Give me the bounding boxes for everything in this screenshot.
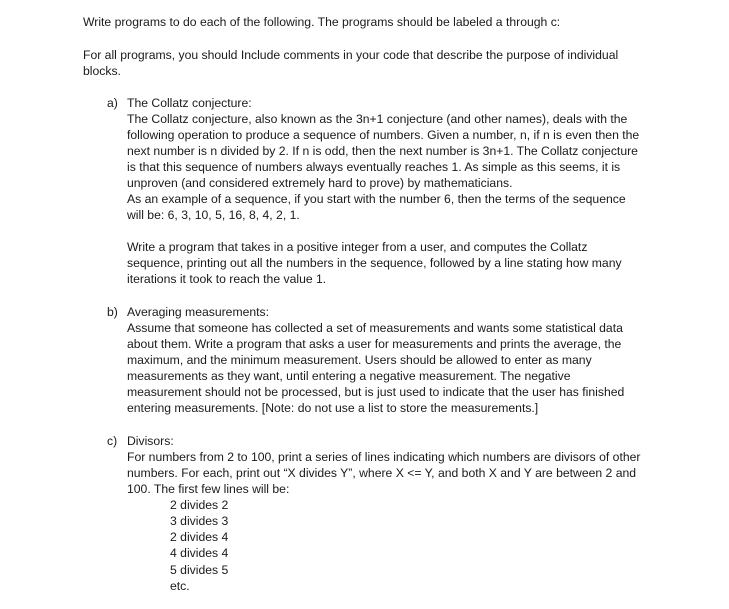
section-c-body-line: For numbers from 2 to 100, print a series of lines indicating which numbers are divisors of other: [127, 450, 641, 464]
example-output-line: 5 divides 5: [170, 563, 229, 577]
section-a-body-line: next number is n divided by 2. If n is odd, then the next number is 3n+1. The Collatz conjecture: [127, 144, 638, 158]
section-b-body-line: entering measurements. [Note: do not use a list to store the measurements.]: [127, 401, 539, 415]
section-b-title: Averaging measurements:: [127, 305, 270, 319]
section-b-body-line: maximum, and the minimum measurement. Users should be allowed to enter as many: [127, 353, 592, 367]
section-a-body-line: will be: 6, 3, 10, 5, 16, 8, 4, 2, 1.: [127, 208, 300, 222]
section-a-body-line: unproven (and considered extremely hard to prove) by mathematicians.: [127, 176, 513, 190]
section-a-body-line: is that this sequence of numbers always eventually reaches 1. As simple as this seems, it is: [127, 160, 621, 174]
section-b-body-line: about them. Write a program that asks a user for measurements and prints the average, the: [127, 337, 622, 351]
section-a-task-line: sequence, printing out all the numbers in the sequence, followed by a line stating how many: [127, 256, 622, 270]
section-b-marker: b): [107, 305, 118, 319]
section-a-body-line: As an example of a sequence, if you start with the number 6, then the terms of the sequence: [127, 192, 626, 206]
example-output-line: 2 divides 4: [170, 530, 229, 544]
section-c-body-line: numbers. For each, print out “X divides Y”, where X <= Y, and both X and Y are between 2 and: [127, 466, 637, 480]
section-b-body-line: measurements as they want, until entering a negative measurement. The negative: [127, 369, 571, 383]
section-b-body-line: Assume that someone has collected a set of measurements and wants some statistical data: [127, 321, 623, 335]
section-a-body-line: The Collatz conjecture, also known as the 3n+1 conjecture (and other names), deals with the: [127, 112, 628, 126]
section-b-body-line: measurement should not be processed, but is just used to indicate that the user has finished: [127, 385, 625, 399]
section-a-body-line: following operation to produce a sequence of numbers. Given a number, n, if n is even then the: [127, 128, 640, 142]
example-output-line: 3 divides 3: [170, 514, 229, 528]
section-a-task-line: Write a program that takes in a positive integer from a user, and computes the Collatz: [127, 240, 588, 254]
section-c-body-line: 100. The first few lines will be:: [127, 482, 290, 496]
section-c-marker: c): [107, 434, 118, 448]
section-a-marker: a): [107, 96, 118, 110]
section-a-task-line: iterations it took to reach the value 1.: [127, 272, 327, 286]
instructions-line: For all programs, you should Include comments in your code that describe the purpose of individual: [83, 48, 619, 62]
example-output-line: etc.: [170, 579, 190, 593]
example-output-line: 4 divides 4: [170, 546, 229, 560]
instructions-line: blocks.: [83, 64, 121, 78]
intro-line: Write programs to do each of the following. The programs should be labeled a through c:: [83, 15, 561, 29]
example-output-line: 2 divides 2: [170, 498, 229, 512]
section-a-title: The Collatz conjecture:: [127, 96, 252, 110]
section-c-title: Divisors:: [127, 434, 174, 448]
